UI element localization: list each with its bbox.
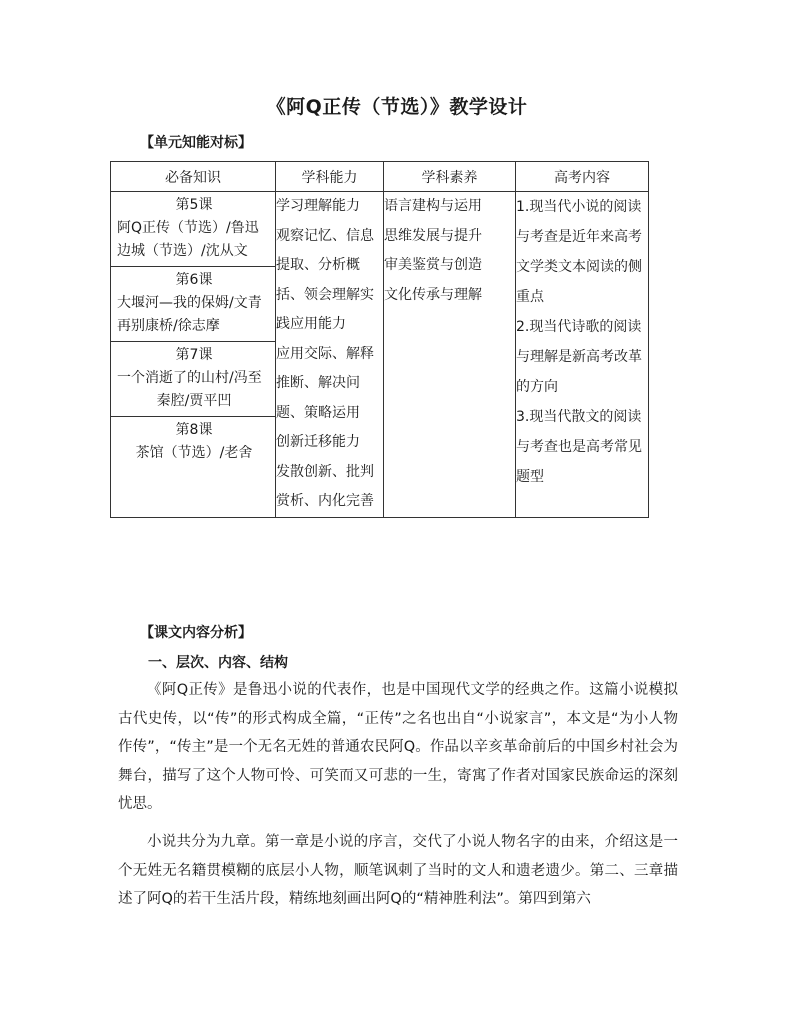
ability-item: 发散创新、批判赏析、内化完善 <box>276 463 374 509</box>
lesson-text: 茶馆（节选）/老舍 <box>135 445 253 461</box>
exam-item: 2.现当代诗歌的阅读与理解是新高考改革的方向 <box>516 319 642 395</box>
lesson-block <box>111 342 275 417</box>
lesson-number: 第7课 <box>175 347 213 363</box>
lesson-text: 阿Q正传（节选）/鲁迅 <box>117 220 259 236</box>
body-paragraph: 《阿Q正传》是鲁迅小说的代表作，也是中国现代文学的经典之作。这篇小说模拟古代史传，以“传”的形式构成全篇，“正传”之名也出自“小说家言”，本文是“为小人物作传”，“传主”是一个无名无姓的普通农民阿Q。作品以辛亥革命前后的中国乡村社会为舞台，描写了这个人物可怜、可笑而又可悲的一生，寄寓了作者对国家民族命运的深刻忧思。 <box>118 682 678 812</box>
ability-item: 应用交际、解释推断、解决问题、策略运用 <box>276 345 374 421</box>
section-heading-unit-targets: 【单元知能对标】 <box>140 135 252 151</box>
ability-cell <box>276 192 384 518</box>
exam-item: 1.现当代小说的阅读与考查是近年来高考文学类文本阅读的侧重点 <box>516 199 642 305</box>
subheading-structure: 一、层次、内容、结构 <box>148 655 288 671</box>
ability-item: 观察记忆、信息提取、分析概括、领会理解实践应用能力 <box>276 227 374 332</box>
section-heading-text-analysis: 【课文内容分析】 <box>140 625 252 641</box>
header-ability: 学科能力 <box>276 162 384 192</box>
literacy-item: 文化传承与理解 <box>384 286 482 303</box>
lesson-text: 再别康桥/徐志摩 <box>117 318 220 334</box>
table-body-row <box>111 192 649 518</box>
lesson-text: 大堰河—我的保姆/文青 <box>117 295 262 311</box>
table-header-row <box>111 162 649 192</box>
literacy-item: 思维发展与提升 <box>384 227 482 244</box>
lesson-block <box>111 267 275 342</box>
ability-item: 学习理解能力 <box>276 198 360 214</box>
exam-cell <box>516 192 649 518</box>
literacy-item: 语言建构与运用 <box>384 198 482 214</box>
header-knowledge: 必备知识 <box>111 162 276 192</box>
document-title: 《阿Q正传（节选）》教学设计 <box>266 96 528 118</box>
ability-item: 创新迁移能力 <box>276 434 360 450</box>
lesson-block <box>111 417 275 468</box>
lesson-number: 第5课 <box>175 197 213 213</box>
literacy-cell <box>384 192 516 518</box>
header-literacy: 学科素养 <box>384 162 516 192</box>
unit-targets-table <box>110 161 649 518</box>
lesson-number: 第8课 <box>175 422 213 438</box>
lesson-text: 边城（节选）/沈从文 <box>117 243 248 259</box>
header-exam: 高考内容 <box>516 162 649 192</box>
lesson-text: 秦腔/贾平凹 <box>156 393 232 409</box>
lesson-number: 第6课 <box>175 272 213 288</box>
exam-item: 3.现当代散文的阅读与考查也是高考常见题型 <box>516 409 642 485</box>
lesson-text: 一个消逝了的山村/冯至 <box>117 370 262 386</box>
lesson-block <box>111 192 275 267</box>
literacy-item: 审美鉴赏与创造 <box>384 257 482 273</box>
knowledge-cell <box>111 192 276 518</box>
body-paragraph: 小说共分为九章。第一章是小说的序言，交代了小说人物名字的由来，介绍这是一个无姓无名籍贯模糊的底层小人物，顺笔讽刺了当时的文人和遗老遗少。第二、三章描述了阿Q的若干生活片段，精练地刻画出阿Q的“精神胜利法”。第四到第六 <box>118 834 678 907</box>
